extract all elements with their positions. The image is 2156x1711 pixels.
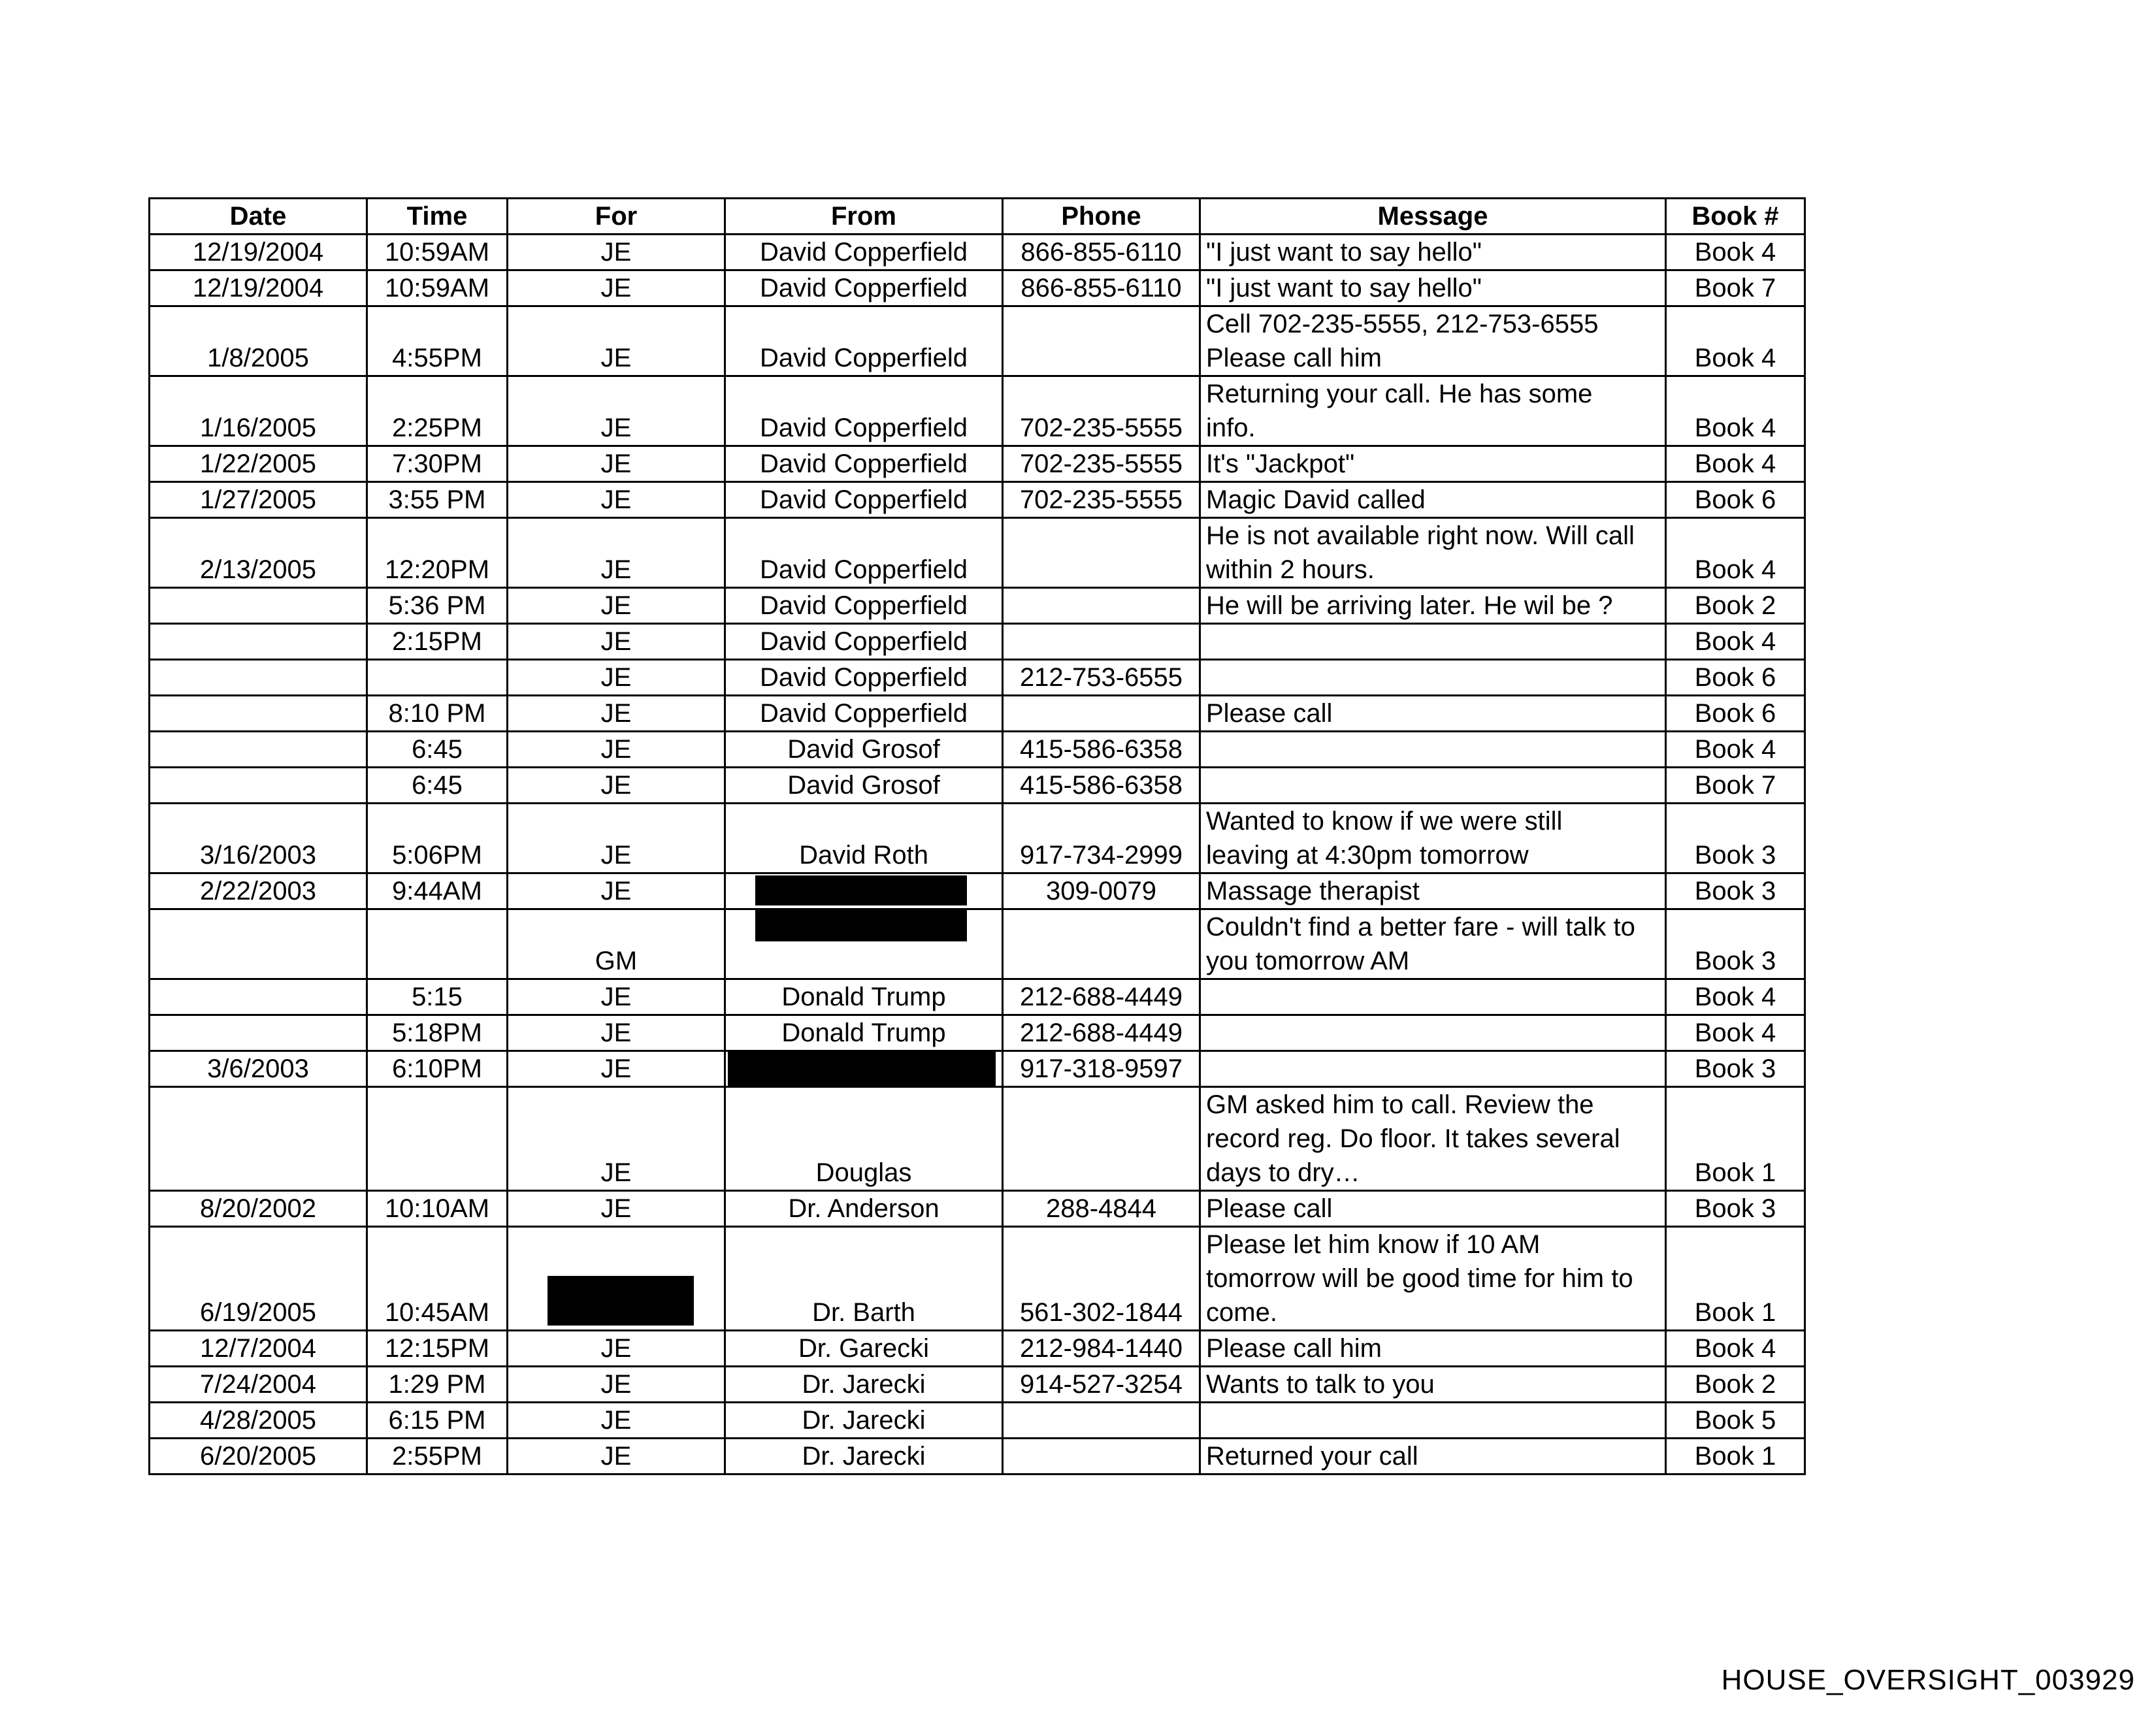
cell-time: 2:15PM [367,624,508,660]
cell-date: 12/7/2004 [150,1331,367,1367]
cell-for: JE [508,696,725,732]
cell-date: 1/16/2005 [150,376,367,446]
cell-book: Book 4 [1666,979,1805,1015]
cell-phone [1003,1403,1200,1439]
cell-from: David Copperfield [725,446,1003,482]
cell-book: Book 6 [1666,660,1805,696]
cell-time: 3:55 PM [367,482,508,518]
cell-time: 10:59AM [367,235,508,270]
cell-date [150,660,367,696]
cell-date: 1/22/2005 [150,446,367,482]
cell-message: He will be arriving later. He wil be ? [1200,588,1666,624]
cell-date: 2/13/2005 [150,518,367,588]
cell-phone: 212-753-6555 [1003,660,1200,696]
cell-time: 5:06PM [367,804,508,873]
table-row [150,1191,1805,1227]
table-row [150,1367,1805,1403]
cell-from: David Copperfield [725,660,1003,696]
table-row [150,768,1805,804]
cell-phone: 866-855-6110 [1003,235,1200,270]
cell-date: 1/27/2005 [150,482,367,518]
cell-for: JE [508,1191,725,1227]
cell-phone [1003,909,1200,979]
cell-date: 3/16/2003 [150,804,367,873]
cell-from-redacted [725,909,1003,979]
cell-book: Book 3 [1666,909,1805,979]
table-row [150,909,1805,979]
cell-book: Book 1 [1666,1087,1805,1191]
cell-date: 3/6/2003 [150,1051,367,1087]
cell-book: Book 3 [1666,1051,1805,1087]
cell-message [1200,1015,1666,1051]
cell-time: 10:10AM [367,1191,508,1227]
table-row [150,624,1805,660]
cell-message [1200,624,1666,660]
cell-phone [1003,1439,1200,1475]
cell-for: JE [508,979,725,1015]
cell-date [150,1087,367,1191]
table-row [150,804,1805,873]
cell-time: 1:29 PM [367,1367,508,1403]
cell-from: Dr. Jarecki [725,1367,1003,1403]
table-row [150,1403,1805,1439]
cell-phone: 917-734-2999 [1003,804,1200,873]
cell-phone [1003,1087,1200,1191]
cell-message [1200,1051,1666,1087]
cell-message: Please let him know if 10 AM tomorrow will be good time for him to come. [1200,1227,1666,1331]
header-row [150,199,1805,235]
cell-phone [1003,696,1200,732]
cell-book: Book 6 [1666,482,1805,518]
cell-from: Donald Trump [725,1015,1003,1051]
cell-phone: 212-688-4449 [1003,1015,1200,1051]
message-log-table [148,197,1806,1475]
cell-book: Book 1 [1666,1227,1805,1331]
header-date: Date [150,199,367,235]
cell-phone: 866-855-6110 [1003,270,1200,306]
cell-phone: 212-688-4449 [1003,979,1200,1015]
cell-from: David Roth [725,804,1003,873]
cell-phone [1003,624,1200,660]
cell-book: Book 7 [1666,270,1805,306]
cell-from: David Grosof [725,768,1003,804]
cell-time: 2:55PM [367,1439,508,1475]
cell-for: JE [508,518,725,588]
cell-time: 10:59AM [367,270,508,306]
cell-phone: 914-527-3254 [1003,1367,1200,1403]
cell-for: JE [508,624,725,660]
cell-from: Donald Trump [725,979,1003,1015]
cell-from: Dr. Jarecki [725,1403,1003,1439]
cell-book: Book 4 [1666,1015,1805,1051]
cell-time [367,1087,508,1191]
cell-phone: 212-984-1440 [1003,1331,1200,1367]
header-time: Time [367,199,508,235]
cell-book: Book 3 [1666,804,1805,873]
cell-phone: 415-586-6358 [1003,732,1200,768]
table-row [150,518,1805,588]
cell-for: JE [508,873,725,909]
cell-book: Book 4 [1666,306,1805,376]
cell-from: Dr. Anderson [725,1191,1003,1227]
cell-book: Book 3 [1666,1191,1805,1227]
cell-for-redacted [508,1227,725,1331]
cell-date [150,909,367,979]
cell-from-redacted [725,873,1003,909]
cell-from: David Copperfield [725,270,1003,306]
cell-from: Douglas [725,1087,1003,1191]
cell-message: Massage therapist [1200,873,1666,909]
cell-phone: 702-235-5555 [1003,446,1200,482]
table-row [150,482,1805,518]
cell-for: GM [508,909,725,979]
cell-for: JE [508,446,725,482]
cell-for: JE [508,660,725,696]
cell-date [150,1015,367,1051]
cell-from: David Copperfield [725,482,1003,518]
table-row [150,1439,1805,1475]
cell-date [150,588,367,624]
cell-from: David Grosof [725,732,1003,768]
cell-from: David Copperfield [725,696,1003,732]
cell-book: Book 4 [1666,235,1805,270]
cell-message: Wanted to know if we were still leaving at 4:30pm tomorrow [1200,804,1666,873]
cell-message: Please call [1200,696,1666,732]
cell-time [367,660,508,696]
cell-date: 1/8/2005 [150,306,367,376]
document-id: HOUSE_OVERSIGHT_003929 [1721,1664,2135,1696]
cell-from: David Copperfield [725,624,1003,660]
table-row [150,306,1805,376]
header-book: Book # [1666,199,1805,235]
cell-book: Book 3 [1666,873,1805,909]
cell-date: 4/28/2005 [150,1403,367,1439]
cell-date: 12/19/2004 [150,270,367,306]
cell-time: 7:30PM [367,446,508,482]
cell-phone: 702-235-5555 [1003,376,1200,446]
cell-for: JE [508,732,725,768]
cell-date: 12/19/2004 [150,235,367,270]
cell-time: 5:15 [367,979,508,1015]
cell-time: 12:15PM [367,1331,508,1367]
cell-message: He is not available right now. Will call within 2 hours. [1200,518,1666,588]
cell-message [1200,732,1666,768]
cell-for: JE [508,1331,725,1367]
table-row [150,660,1805,696]
cell-time: 5:36 PM [367,588,508,624]
cell-time: 2:25PM [367,376,508,446]
table-row [150,1331,1805,1367]
cell-for: JE [508,1051,725,1087]
table-row [150,1051,1805,1087]
cell-book: Book 4 [1666,446,1805,482]
cell-for: JE [508,306,725,376]
cell-for: JE [508,1087,725,1191]
header-phone: Phone [1003,199,1200,235]
cell-book: Book 4 [1666,1331,1805,1367]
table-row [150,588,1805,624]
table-row [150,1227,1805,1331]
cell-time: 6:45 [367,732,508,768]
cell-time: 6:45 [367,768,508,804]
cell-from: Dr. Barth [725,1227,1003,1331]
cell-message [1200,1403,1666,1439]
cell-message: It's "Jackpot" [1200,446,1666,482]
cell-time: 9:44AM [367,873,508,909]
header-from: From [725,199,1003,235]
cell-message: "I just want to say hello" [1200,235,1666,270]
cell-message: Returning your call. He has some info. [1200,376,1666,446]
cell-message: Couldn't find a better fare - will talk to you tomorrow AM [1200,909,1666,979]
table-row [150,446,1805,482]
cell-message: Magic David called [1200,482,1666,518]
table-row [150,1087,1805,1191]
cell-date: 8/20/2002 [150,1191,367,1227]
cell-from: David Copperfield [725,588,1003,624]
cell-phone: 309-0079 [1003,873,1200,909]
cell-book: Book 2 [1666,588,1805,624]
table-row [150,235,1805,270]
cell-book: Book 5 [1666,1403,1805,1439]
cell-message: Wants to talk to you [1200,1367,1666,1403]
cell-book: Book 6 [1666,696,1805,732]
table-row [150,1015,1805,1051]
table-row [150,873,1805,909]
redaction-box [728,1051,996,1086]
cell-for: JE [508,1015,725,1051]
cell-date [150,624,367,660]
table-row [150,696,1805,732]
cell-date [150,979,367,1015]
header-message: Message [1200,199,1666,235]
cell-time [367,909,508,979]
cell-for: JE [508,1367,725,1403]
cell-from: Dr. Garecki [725,1331,1003,1367]
cell-book: Book 7 [1666,768,1805,804]
cell-phone [1003,518,1200,588]
redaction-box [755,875,967,905]
cell-for: JE [508,588,725,624]
cell-for: JE [508,804,725,873]
cell-phone: 288-4844 [1003,1191,1200,1227]
cell-phone: 561-302-1844 [1003,1227,1200,1331]
cell-time: 8:10 PM [367,696,508,732]
cell-phone: 415-586-6358 [1003,768,1200,804]
cell-from: David Copperfield [725,376,1003,446]
cell-for: JE [508,1403,725,1439]
cell-date [150,732,367,768]
cell-message: Please call [1200,1191,1666,1227]
cell-for: JE [508,768,725,804]
cell-from: Dr. Jarecki [725,1439,1003,1475]
table-row [150,270,1805,306]
cell-message: Please call him [1200,1331,1666,1367]
cell-time: 6:15 PM [367,1403,508,1439]
cell-date [150,768,367,804]
cell-phone [1003,588,1200,624]
cell-book: Book 4 [1666,624,1805,660]
cell-book: Book 4 [1666,376,1805,446]
cell-from: David Copperfield [725,306,1003,376]
cell-time: 12:20PM [367,518,508,588]
cell-phone: 702-235-5555 [1003,482,1200,518]
cell-time: 6:10PM [367,1051,508,1087]
cell-date: 2/22/2003 [150,873,367,909]
redaction-box [755,910,967,941]
cell-book: Book 4 [1666,518,1805,588]
cell-message [1200,768,1666,804]
cell-date: 6/19/2005 [150,1227,367,1331]
cell-book: Book 4 [1666,732,1805,768]
cell-for: JE [508,270,725,306]
cell-from: David Copperfield [725,518,1003,588]
cell-message: Returned your call [1200,1439,1666,1475]
cell-from: David Copperfield [725,235,1003,270]
cell-date [150,696,367,732]
cell-from-redacted [725,1051,1003,1087]
redaction-box [547,1276,694,1326]
cell-date: 6/20/2005 [150,1439,367,1475]
cell-book: Book 2 [1666,1367,1805,1403]
cell-for: JE [508,482,725,518]
table-row [150,732,1805,768]
table-row [150,979,1805,1015]
cell-time: 4:55PM [367,306,508,376]
cell-message: GM asked him to call. Review the record reg. Do floor. It takes several days to dry… [1200,1087,1666,1191]
cell-for: JE [508,1439,725,1475]
cell-message: Cell 702-235-5555, 212-753-6555 Please call him [1200,306,1666,376]
cell-message [1200,660,1666,696]
cell-message [1200,979,1666,1015]
cell-time: 10:45AM [367,1227,508,1331]
cell-phone [1003,306,1200,376]
cell-message: "I just want to say hello" [1200,270,1666,306]
table-row [150,376,1805,446]
cell-for: JE [508,235,725,270]
cell-date: 7/24/2004 [150,1367,367,1403]
cell-time: 5:18PM [367,1015,508,1051]
cell-phone: 917-318-9597 [1003,1051,1200,1087]
header-for: For [508,199,725,235]
cell-book: Book 1 [1666,1439,1805,1475]
cell-for: JE [508,376,725,446]
